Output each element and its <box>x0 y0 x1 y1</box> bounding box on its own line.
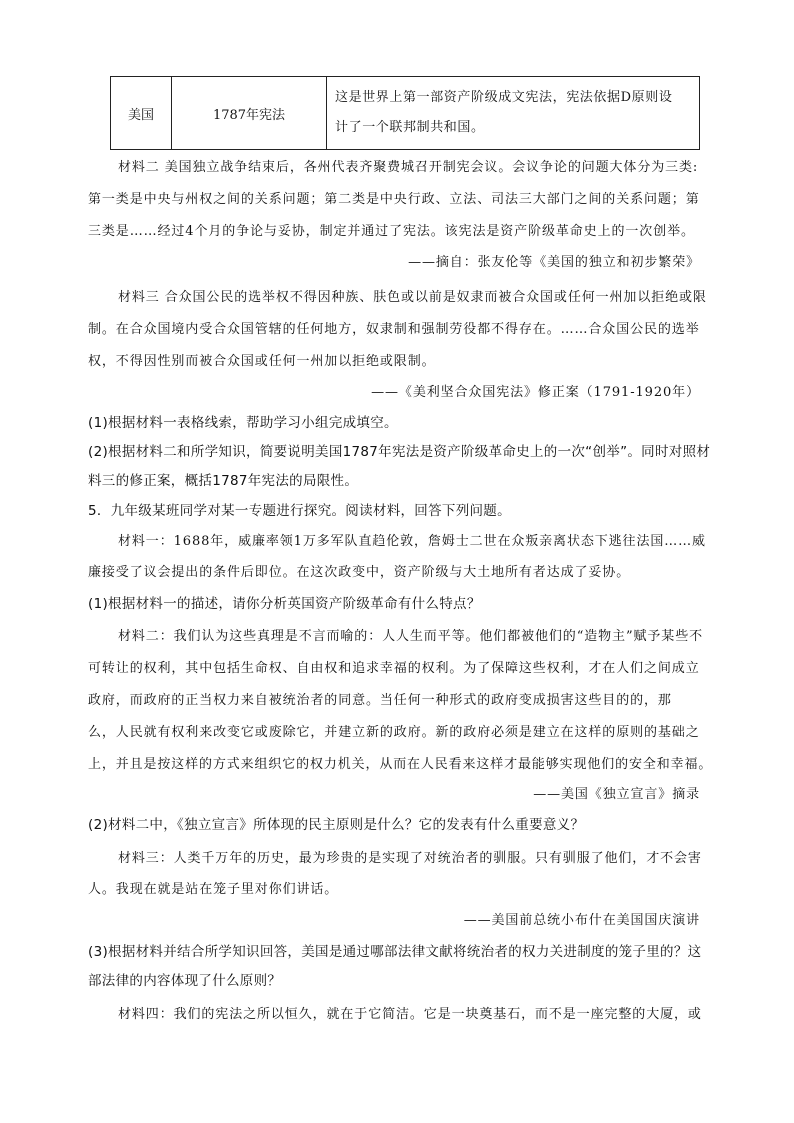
table-cell-document: 1787年宪法 <box>172 77 327 150</box>
item-5-material-2-line: 政府，而政府的正当权力来自被统治者的同意。当任何一种形式的政府变成损害这些目的的，那 <box>88 693 672 708</box>
material-2-line: 第一类是中央与州权之间的关系问题；第二类是中央行政、立法、司法三大部门之间的关系问题；第 <box>88 192 700 207</box>
material-2-source: ——摘自：张友伦等《美国的独立和初步繁荣》 <box>408 255 700 270</box>
question-2-line: 料三的修正案，概括1787年宪法的局限性。 <box>88 473 359 489</box>
material-2-line: 三类是……经过4个月的争论与妥协，制定并通过了宪法。该宪法是资产阶级革命史上的一次创举。 <box>88 224 695 239</box>
item-5-question-2: (2)材料二中，《独立宣言》所体现的民主原则是什么？它的发表有什么重要意义？ <box>88 817 585 833</box>
material-3-source: ——《美利坚合众国宪法》修正案（1791-1920年） <box>371 385 700 400</box>
item-5-question-3-line: 部法律的内容体现了什么原则？ <box>88 973 282 989</box>
material-3-line: 制。在合众国境内受合众国管辖的任何地方，奴隶制和强制劳役都不得存在。……合众国公民的选举 <box>88 322 700 337</box>
table-note-line: 计了一个联邦制共和国。 <box>335 120 485 135</box>
table-cell-note <box>327 77 700 150</box>
table-row <box>111 77 700 150</box>
item-5-material-3-source: ——美国前总统小布什在美国国庆演讲 <box>463 913 700 928</box>
item-5-material-1-line: 材料一：1688年，威廉率领1万多军队直趋伦敦，詹姆士二世在众叛亲离状态下逃往法国……威 <box>118 534 706 549</box>
item-5-material-2-line: 上，并且是按这样的方式来组织它的权力机关，从而在人民看来这样才最能够实现他们的安全和幸福。 <box>88 757 713 772</box>
item-5-material-2-line: 材料二：我们认为这些真理是不言而喻的：人人生而平等。他们都被他们的“造物主”赋予某些不 <box>118 629 703 644</box>
item-5-material-2-line: 可转让的权利，其中包括生命权、自由权和追求幸福的权利。为了保障这些权利，才在人们之间成立 <box>88 661 700 676</box>
material-3-line: 材料三 合众国公民的选举权不得因种族、肤色或以前是奴隶而被合众国或任何一州加以拒绝或限 <box>118 290 707 305</box>
item-5-material-4-line: 材料四：我们的宪法之所以恒久，就在于它简洁。它是一块奠基石，而不是一座完整的大厦，或 <box>118 1007 702 1022</box>
constitution-table <box>110 76 700 150</box>
question-2-line: (2)根据材料二和所学知识，简要说明美国1787年宪法是资产阶级革命史上的一次“创举”。同时对照材 <box>88 444 711 460</box>
material-3-line: 权，不得因性别而被合众国或任何一州加以拒绝或限制。 <box>88 354 436 369</box>
item-5-question-1: (1)根据材料一的描述，请你分析英国资产阶级革命有什么特点？ <box>88 596 481 612</box>
item-5-material-1-line: 廉接受了议会提出的条件后即位。在这次政变中，资产阶级与大土地所有者达成了妥协。 <box>88 565 631 580</box>
item-5-question-3-line: (3)根据材料并结合所学知识回答，美国是通过哪部法律文献将统治者的权力关进制度的笼子里的？这 <box>88 944 702 960</box>
table-note-line: 这是世界上第一部资产阶级成文宪法，宪法依据D原则设 <box>335 90 673 105</box>
item-5-material-2-line: 么，人民就有权利来改变它或废除它，并建立新的政府。新的政府必须是建立在这样的原则的基础之 <box>88 725 700 740</box>
item-5-material-3-line: 材料三：人类千万年的历史，最为珍贵的是实现了对统治者的驯服。只有驯服了他们，才不会害 <box>118 851 702 866</box>
item-5-material-3-line: 人。我现在就是站在笼子里对你们讲话。 <box>88 882 339 897</box>
item-5-intro: 5．九年级某班同学对某一专题进行探究。阅读材料，回答下列问题。 <box>88 503 511 519</box>
table-cell-country: 美国 <box>111 77 172 150</box>
item-5-material-2-source: ——美国《独立宣言》摘录 <box>533 787 700 802</box>
material-2-line: 材料二 美国独立战争结束后，各州代表齐聚费城召开制宪会议。会议争论的问题大体分为三类: <box>118 160 699 175</box>
question-1: (1)根据材料一表格线索，帮助学习小组完成填空。 <box>88 415 398 431</box>
